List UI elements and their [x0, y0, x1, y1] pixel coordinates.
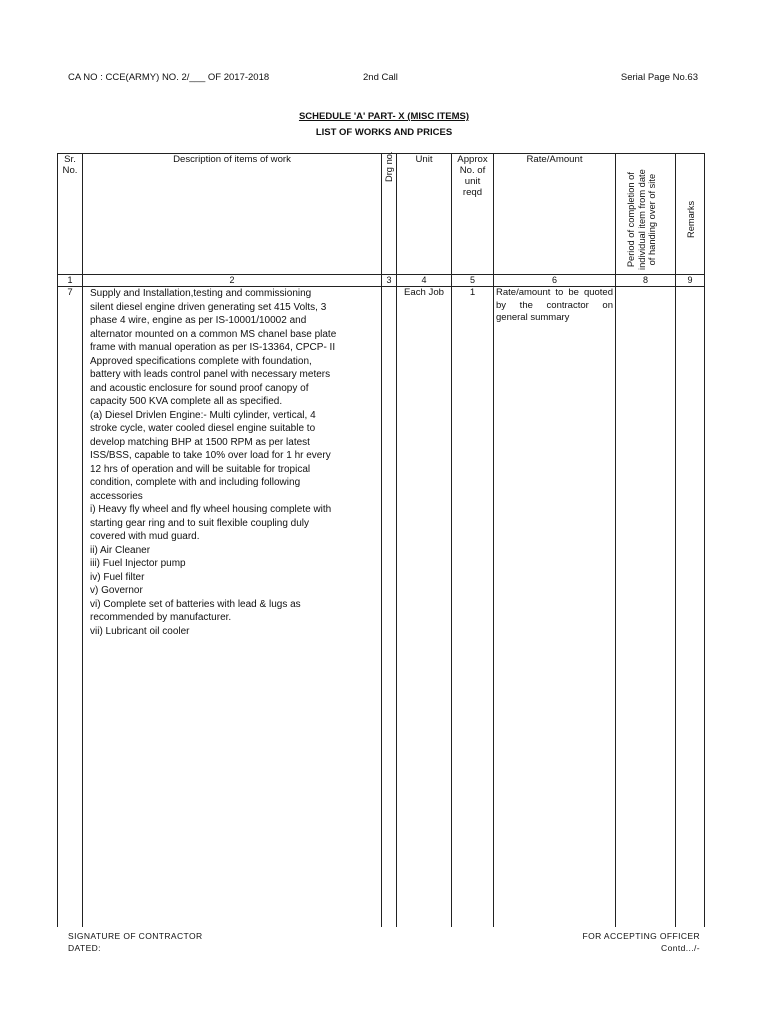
table-header-row	[58, 154, 705, 275]
item-sr-no: 7	[58, 287, 83, 928]
item-period	[616, 287, 676, 928]
item-drg-no	[382, 287, 397, 928]
header-no-line: No.	[62, 165, 78, 176]
description-line: i) Heavy fly wheel and fly wheel housing complete with	[90, 504, 332, 515]
description-line: Supply and Installation,testing and commissioning	[90, 288, 312, 299]
header-period	[616, 154, 676, 275]
item-remarks	[676, 287, 705, 928]
description-line: frame with manual operation as per IS-13364, CPCP- II	[90, 342, 336, 353]
description-line: (a) Diesel Drivlen Engine:- Multi cylinder, vertical, 4	[90, 409, 316, 421]
header-approx-line: unit	[464, 176, 481, 187]
column-number: 3	[382, 275, 397, 287]
description-line: iv) Fuel filter	[90, 571, 145, 583]
header-sr-line: Sr.	[64, 154, 76, 165]
header-approx-line: reqd	[462, 187, 483, 198]
item-description	[83, 287, 382, 928]
column-number: 1	[58, 275, 83, 287]
header-remarks-text: Remarks	[686, 200, 696, 238]
description-line: stroke cycle, water cooled diesel engine suitable to	[90, 423, 316, 434]
description-line: condition, complete with and including following	[90, 477, 301, 488]
column-number: 4	[397, 275, 452, 287]
continued-label: Contd.../-	[661, 942, 700, 953]
header-approx-line: Approx	[457, 154, 488, 165]
works-table	[57, 153, 705, 927]
description-line: capacity 500 KVA complete all as specified.	[90, 396, 283, 407]
accepting-officer-label: FOR ACCEPTING OFFICER	[582, 931, 700, 941]
column-number: 9	[676, 275, 705, 287]
header-drg-no	[382, 151, 397, 275]
column-number: 2	[83, 275, 382, 287]
schedule-title: SCHEDULE 'A' PART- X (MISC ITEMS)	[298, 111, 470, 122]
column-number: 6	[494, 275, 616, 287]
header-description: Description of items of work	[83, 154, 382, 275]
description-line: and acoustic enclosure for sound proof canopy of	[90, 382, 309, 394]
description-line: vii) Lubricant oil cooler	[90, 625, 190, 637]
description-line: 12 hrs of operation and will be suitable for tropical	[90, 463, 311, 475]
description-line: phase 4 wire, engine as per IS-10001/10002 and	[90, 315, 307, 326]
description-line: Approved specifications complete with foundation,	[90, 355, 312, 367]
description-line: ISS/BSS, capable to take 10% over load for 1 hr every	[90, 450, 331, 461]
header-period-text	[626, 169, 658, 270]
description-line: recommended by manufacturer.	[90, 612, 232, 623]
table-row	[58, 287, 705, 928]
header-period-line: individual item from date	[636, 169, 647, 270]
description-line: covered with mud guard.	[90, 531, 200, 542]
description-line: v) Governor	[90, 585, 143, 596]
header-remarks	[676, 154, 705, 275]
header-period-line: Period of completion of	[626, 172, 636, 268]
description-line: ii) Air Cleaner	[90, 544, 151, 556]
item-rate: Rate/amount to be quoted by the contractor on general summary	[494, 287, 616, 928]
description-line: silent diesel engine driven generating set 415 Volts, 3	[90, 301, 327, 313]
description-line: starting gear ring and to suit flexible coupling duly	[90, 517, 310, 529]
dated-label: DATED:	[68, 942, 101, 953]
contractor-signature-block	[68, 931, 203, 954]
header-drg-text: Drg no.	[384, 151, 394, 182]
item-qty: 1	[452, 287, 494, 928]
description-line: vi) Complete set of batteries with lead & lugs as	[90, 598, 301, 610]
description-line: accessories	[90, 490, 143, 502]
header-unit: Unit	[397, 154, 452, 275]
list-title: LIST OF WORKS AND PRICES	[315, 127, 453, 138]
header-period-line: of handing over of site	[647, 173, 657, 266]
description-line: develop matching BHP at 1500 RPM as per latest	[90, 436, 310, 448]
description-line: iii) Fuel Injector pump	[90, 558, 186, 569]
header-rate: Rate/Amount	[494, 154, 616, 275]
call-label: 2nd Call	[363, 72, 398, 83]
header-sr-no	[58, 154, 83, 275]
item-unit: Each Job	[397, 287, 452, 928]
description-line: alternator mounted on a common MS chanel base plate	[90, 328, 337, 340]
ca-number: CA NO : CCE(ARMY) NO. 2/___ OF 2017-2018	[68, 72, 270, 83]
column-number: 5	[452, 275, 494, 287]
accepting-officer-block	[583, 931, 701, 954]
serial-page-number: Serial Page No.63	[620, 72, 698, 83]
description-line: battery with leads control panel with necessary meters	[90, 369, 331, 380]
header-approx-line: No. of	[459, 165, 486, 176]
header-approx	[452, 154, 494, 275]
column-number: 8	[616, 275, 676, 287]
signature-label: SIGNATURE OF CONTRACTOR	[68, 931, 203, 941]
column-number-row	[58, 275, 705, 287]
